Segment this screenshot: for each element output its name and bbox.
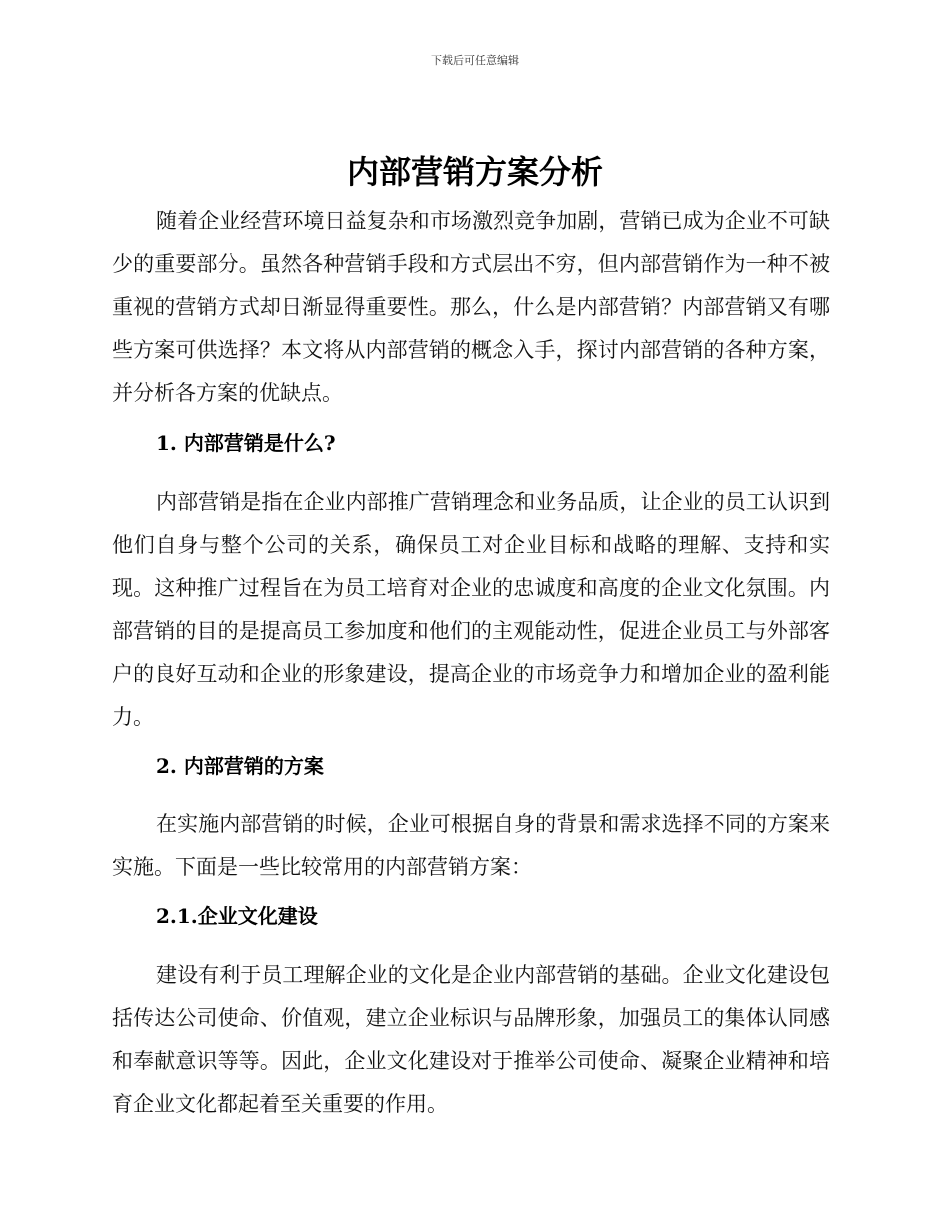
- section-paragraph-definition: 内部营销是指在企业内部推广营销理念和业务品质，让企业的员工认识到他们自身与整个公司的关系，确保员工对企业目标和战略的理解、支持和实现。这种推广过程旨在为员工培育对企业的忠诚度和高度的企业文化氛围。内部营销的目的是提高员工参加度和他们的主观能动性，促进企业员工与外部客户的良好互动和企业的形象建设，提高企业的市场竞争力和增加企业的盈利能力。: [112, 490, 830, 729]
- document-title: 内部营销方案分析: [346, 153, 603, 191]
- intro-paragraph: 随着企业经营环境日益复杂和市场激烈竞争加剧，营销已成为企业不可缺少的重要部分。虽然各种营销手段和方式层出不穷，但内部营销作为一种不被重视的营销方式却日渐显得重要性。那么，什么是内部营销？内部营销又有哪些方案可供选择？本文将从内部营销的概念入手，探讨内部营销的各种方案，并分析各方案的优缺点。: [112, 209, 830, 405]
- section-paragraph-plans-intro: 在实施内部营销的时候，企业可根据自身的背景和需求选择不同的方案来实施。下面是一些比较常用的内部营销方案：: [112, 812, 830, 879]
- subsection-heading-corporate-culture: 2.1.企业文化建设: [156, 904, 318, 928]
- section-heading-what-is-internal-marketing: 1. 内部营销是什么?: [156, 431, 336, 455]
- page-header-note: 下载后可任意编辑: [431, 54, 519, 67]
- subsection-paragraph-corporate-culture: 建设有利于员工理解企业的文化是企业内部营销的基础。企业文化建设包括传达公司使命、价值观，建立企业标识与品牌形象，加强员工的集体认同感和奉献意识等等。因此，企业文化建设对于推举公司使命、凝聚企业精神和培育企业文化都起着至关重要的作用。: [112, 963, 830, 1116]
- section-heading-internal-marketing-plans: 2. 内部营销的方案: [156, 754, 324, 778]
